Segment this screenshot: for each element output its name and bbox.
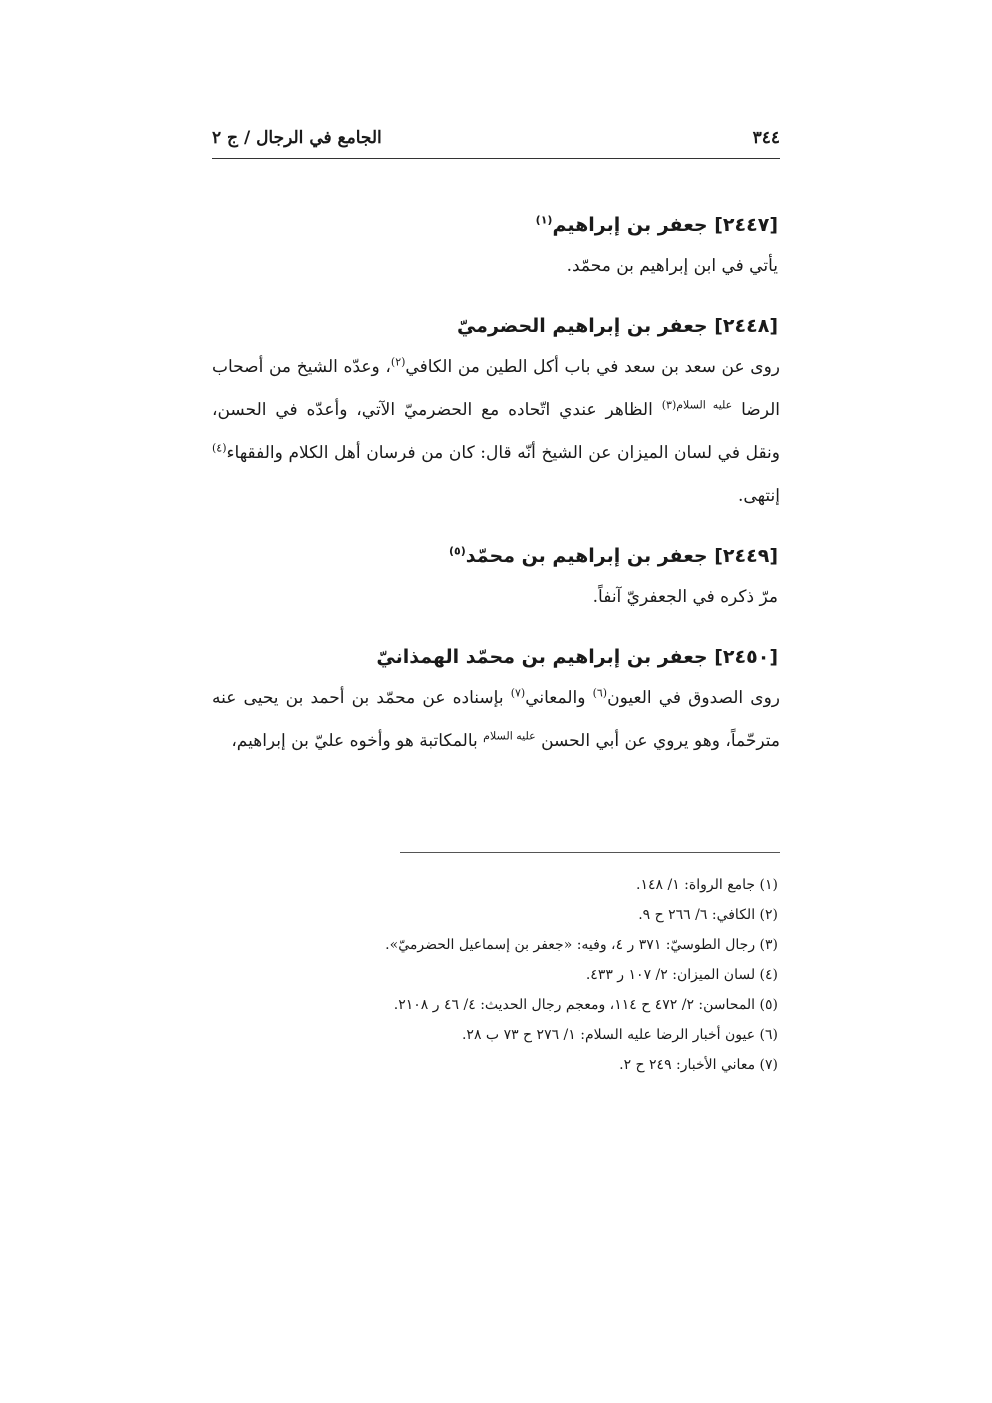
footnote-ref: (٤) (212, 441, 227, 455)
footnote-ref: (٢) (390, 355, 406, 369)
honorific: عليه السلام (483, 729, 536, 743)
footnote-ref: (١) (535, 213, 553, 227)
footnotes (212, 870, 780, 1080)
footnote-ref: (٥) (449, 544, 466, 558)
page-header (212, 118, 780, 159)
footnote-2: (٢) الكافي: ٦/ ٢٦٦ ح ٩. (638, 907, 778, 923)
entry-text-2448: روى عن سعد بن سعد في باب أكل الطين من الكافي$^{(٢)}$، وعدّه الشيخ من أصحاب الرضا $^{عليه السلام(٣)}$ الظاهر عندي اتّحاده مع الحضرميّ الآتي، وأعدّه في الحسن، ونقل في لسان الميزان عن الشيخ أنّه قال: كان من فرسان أهل الكلام والفقهاء$^{(٤)}$ إنتهى. (212, 355, 780, 506)
honorific: عليه السلام (676, 398, 733, 412)
footnote-4: (٤) لسان الميزان: ٢/ ١٠٧ ر ٤٣٣. (585, 967, 778, 983)
footnote-separator (400, 852, 780, 853)
main-text (212, 205, 780, 763)
footnote-ref: (٣) (661, 398, 677, 412)
footnote-ref: (٧) (510, 686, 526, 700)
entry-heading-2450: [٢٤٥٠] جعفر بن إبراهيم بن محمّد الهمذانيّ (376, 646, 778, 668)
footnote-ref: (٦) (592, 686, 608, 700)
entry-text-2450: روى الصدوق في العيون$^{(٦)}$ والمعاني$^{(٧)}$ بإسناده عن محمّد بن أحمد بن يحيى عنه مترحّماً، وهو يروي عن أبي الحسن $^{عليه السلام}$ بالمكاتبة هو وأخوه عليّ بن إبراهيم، (212, 686, 780, 751)
footnote-3: (٣) رجال الطوسيّ: ٣٧١ ر ٤، وفيه: «جعفر بن إسماعيل الحضرميّ». (385, 937, 778, 953)
entry-text-2447: يأتي في ابن إبراهيم بن محمّد. (566, 256, 778, 276)
entry-text-2449: مرّ ذكره في الجعفريّ آنفاً. (592, 587, 778, 607)
footnote-1: (١) جامع الرواة: ١/ ١٤٨. (636, 877, 778, 893)
footnote-7: (٧) معاني الأخبار: ٢٤٩ ح ٢. (619, 1057, 778, 1073)
entry-heading-2449: [٢٤٤٩] جعفر بن إبراهيم بن محمّد$^{(٥)}$ (449, 544, 778, 567)
running-title: الجامع في الرجال / ج ٢ (212, 128, 382, 148)
page-number: ٣٤٤ (752, 128, 780, 148)
footnote-6: (٦) عيون أخبار الرضا عليه السلام: ١/ ٢٧٦ ح ٧٣ ب ٢٨. (461, 1027, 778, 1043)
entry-heading-2447: [٢٤٤٧] جعفر بن إبراهيم$^{(١)}$ (535, 213, 778, 236)
entry-heading-2448: [٢٤٤٨] جعفر بن إبراهيم الحضرميّ (456, 315, 778, 337)
footnote-5: (٥) المحاسن: ٢/ ٤٧٢ ح ١١٤، ومعجم رجال الحديث: ٤/ ٤٦ ر ٢١٠٨. (393, 997, 778, 1013)
